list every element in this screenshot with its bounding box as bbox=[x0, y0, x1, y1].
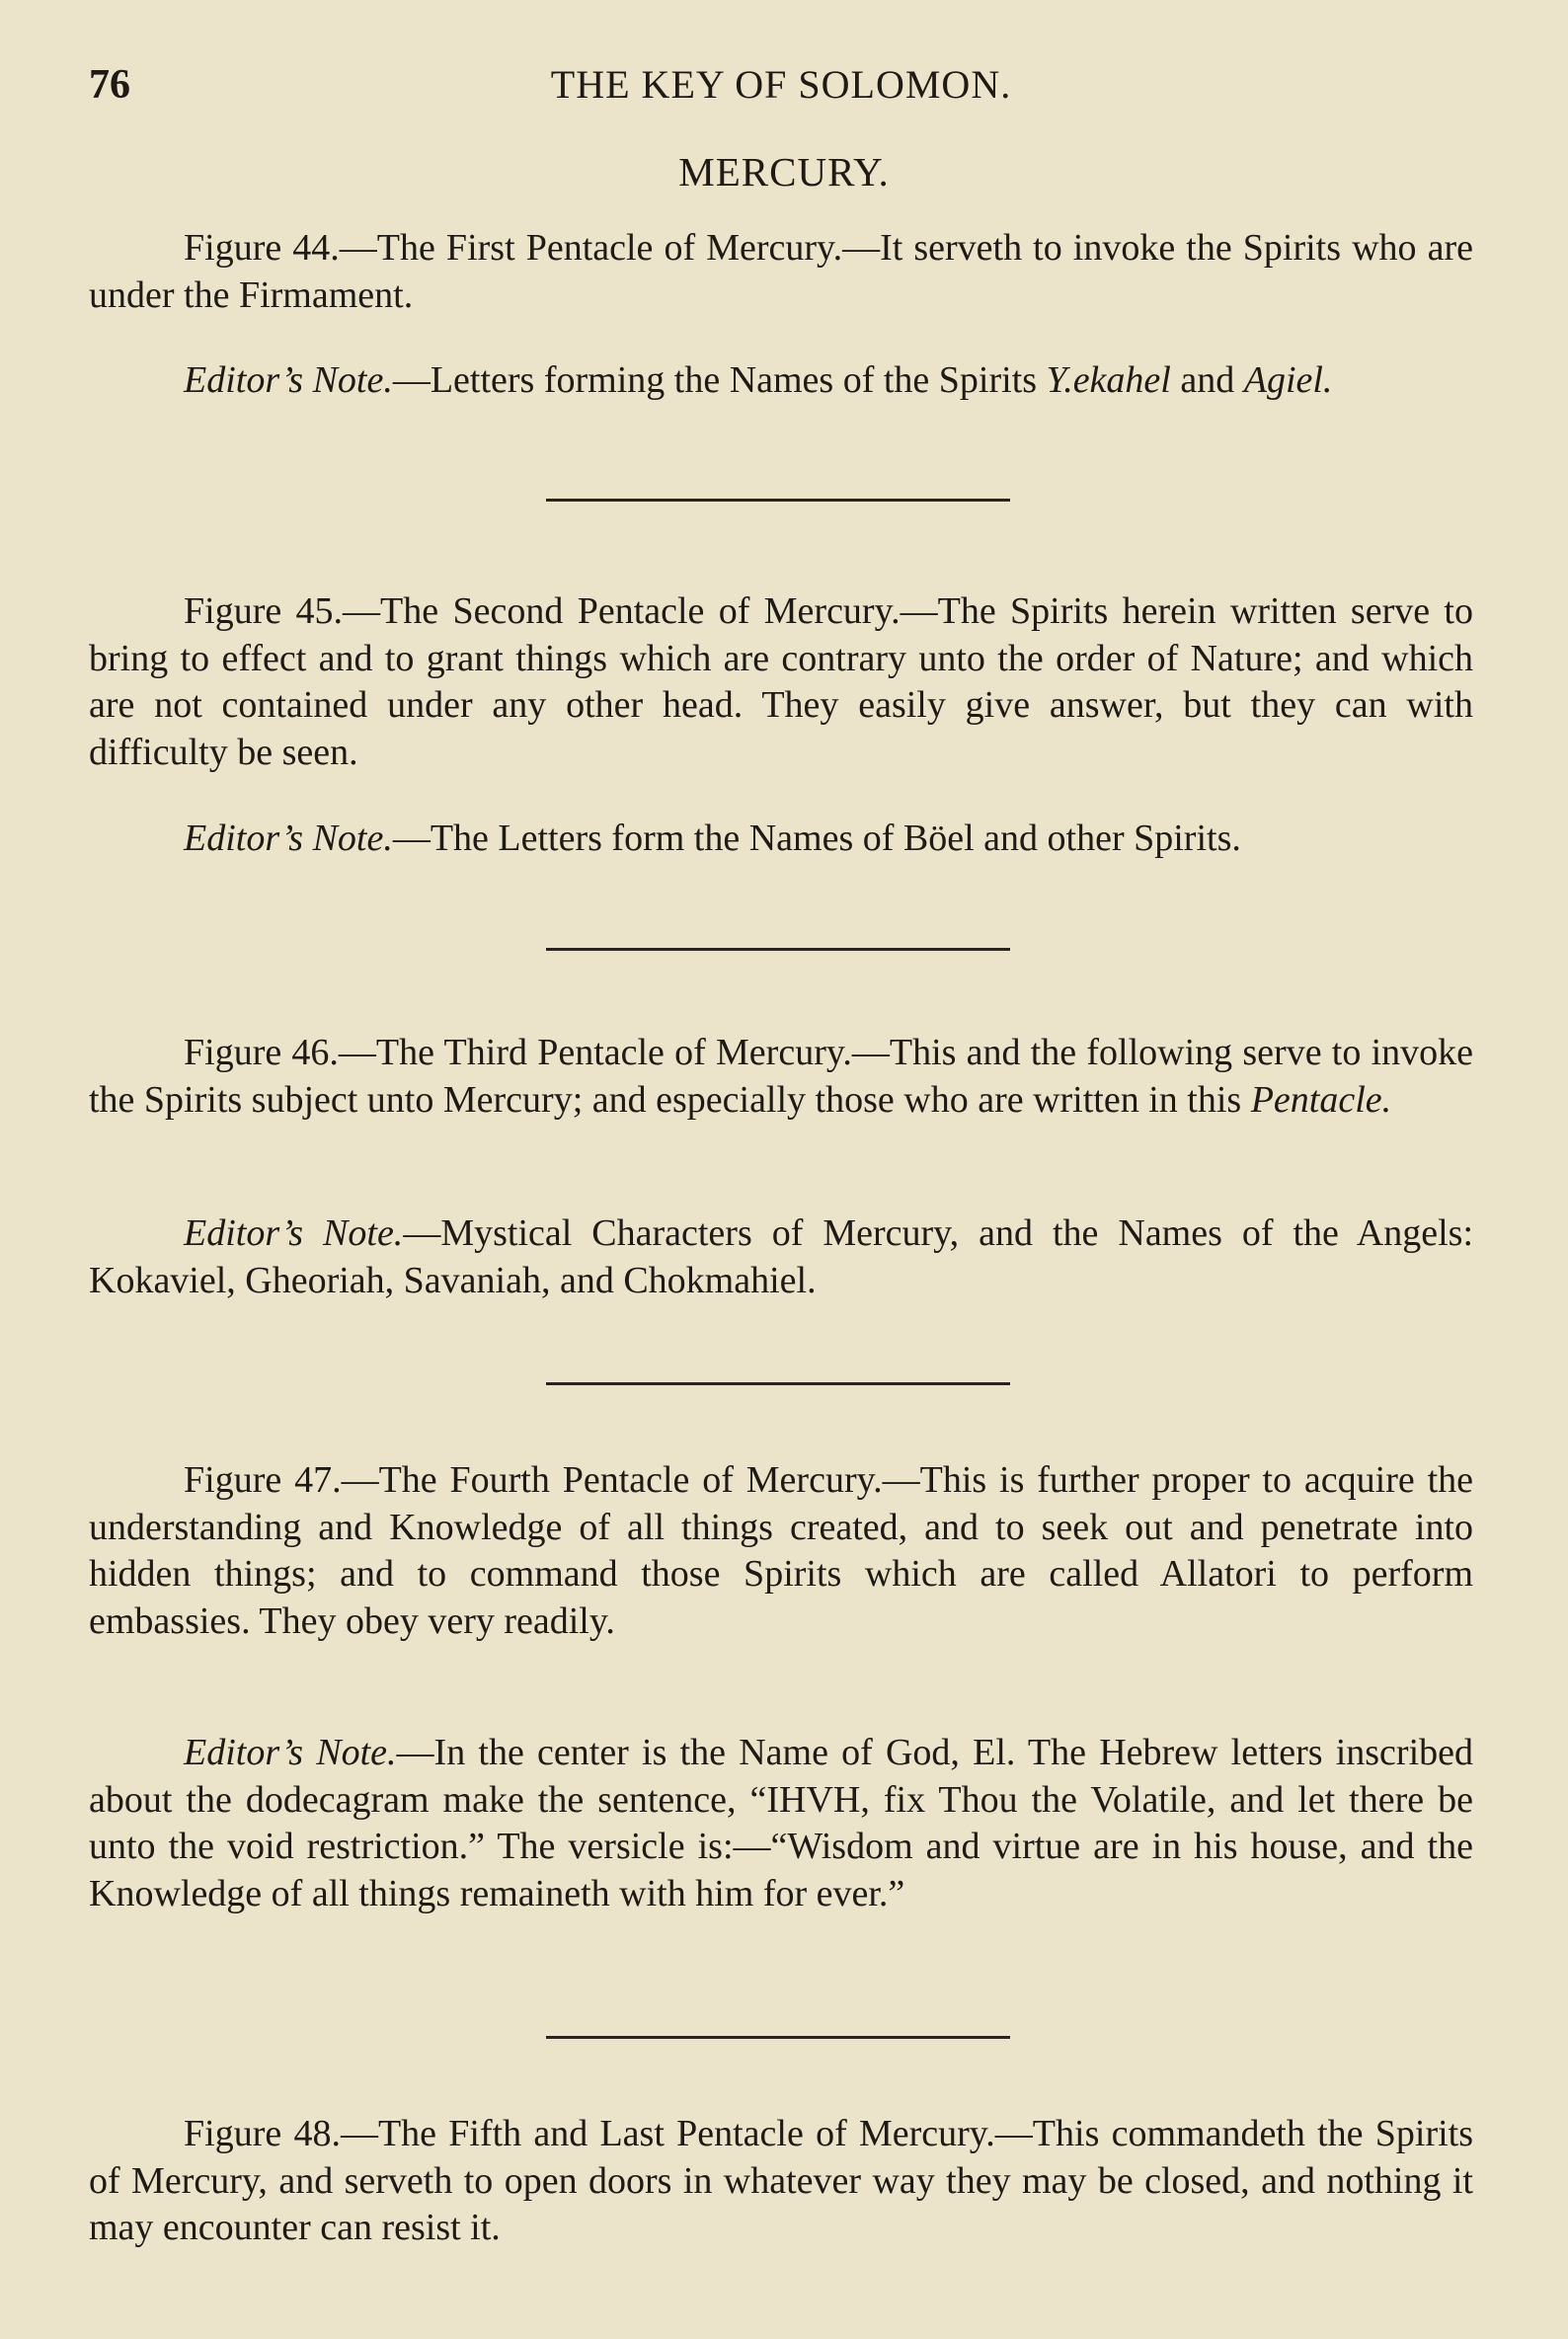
editor-note-label: Editor’s Note. bbox=[184, 1732, 397, 1773]
editor-note-text: —The Letters form the Names of Böel and other Spirits. bbox=[392, 818, 1241, 859]
editor-note-text: —Letters forming the Names of the Spirits bbox=[392, 359, 1047, 401]
figure-45-description: Figure 45.—The Second Pentacle of Mercury.—The Spirits herein written serve to bring to effect and to grant things which are contrary unto the order of Nature; and which are not contained under any other head. They easily give answer, but they can with difficulty be seen. bbox=[89, 590, 1473, 773]
figure-46-editor-note bbox=[89, 1210, 1473, 1304]
figure-45-editor-note bbox=[89, 816, 1473, 863]
section-title: MERCURY. bbox=[678, 149, 890, 195]
spirit-name-yekahel: Y.ekahel bbox=[1046, 359, 1171, 401]
editor-note-text: —Mystical Characters of Mercury, and the Names of the Angels: Kokaviel, Gheoriah, Savaniah, and Chokmahiel. bbox=[89, 1212, 1473, 1301]
editor-note-text: —In the center is the Name of God, El. The Hebrew letters inscribed about the dodecagram make the sentence, “IHVH, fix Thou the Volatile, and let there be unto the void restriction.” The versicle is:—“Wisdom and virtue are in his house, and the Knowledge of all things remaineth with him for ever.” bbox=[89, 1732, 1473, 1914]
page-header bbox=[89, 61, 1473, 120]
figure-46-text: Figure 46.—The Third Pentacle of Mercury.—This and the following serve to invoke the Spirits subject unto Mercury; and especially those who are written in this bbox=[89, 1032, 1473, 1121]
editor-note-label: Editor’s Note. bbox=[184, 1212, 404, 1254]
figure-47-editor-note bbox=[89, 1730, 1473, 1917]
section-divider bbox=[546, 948, 1010, 951]
figure-44-editor-note bbox=[89, 357, 1473, 405]
figure-46-description bbox=[89, 1030, 1473, 1124]
section-divider bbox=[546, 2036, 1010, 2039]
editor-note-text: and bbox=[1170, 359, 1244, 401]
spirit-name-agiel: Agiel. bbox=[1243, 359, 1333, 401]
running-title: THE KEY OF SOLOMON. bbox=[550, 62, 1012, 107]
section-divider bbox=[546, 1382, 1010, 1385]
editor-note-label: Editor’s Note. bbox=[184, 359, 393, 401]
editor-note-label: Editor’s Note. bbox=[184, 818, 393, 859]
figure-47-description: Figure 47.—The Fourth Pentacle of Mercury.—This is further proper to acquire the understanding and Knowledge of all things created, and to seek out and penetrate into hidden things; and to command those Spirits which are called Allatori to perform embassies. They obey very readily. bbox=[89, 1459, 1473, 1642]
pentacle-word: Pentacle. bbox=[1250, 1078, 1392, 1121]
section-divider bbox=[546, 499, 1010, 502]
page-number: 76 bbox=[89, 62, 130, 108]
figure-48-description: Figure 48.—The Fifth and Last Pentacle of Mercury.—This commandeth the Spirits of Mercury, and serveth to open doors in whatever way they may be closed, and nothing it may encounter can resist it. bbox=[89, 2113, 1473, 2248]
figure-44-description: Figure 44.—The First Pentacle of Mercury.—It serveth to invoke the Spirits who are under the Firmament. bbox=[89, 227, 1473, 316]
